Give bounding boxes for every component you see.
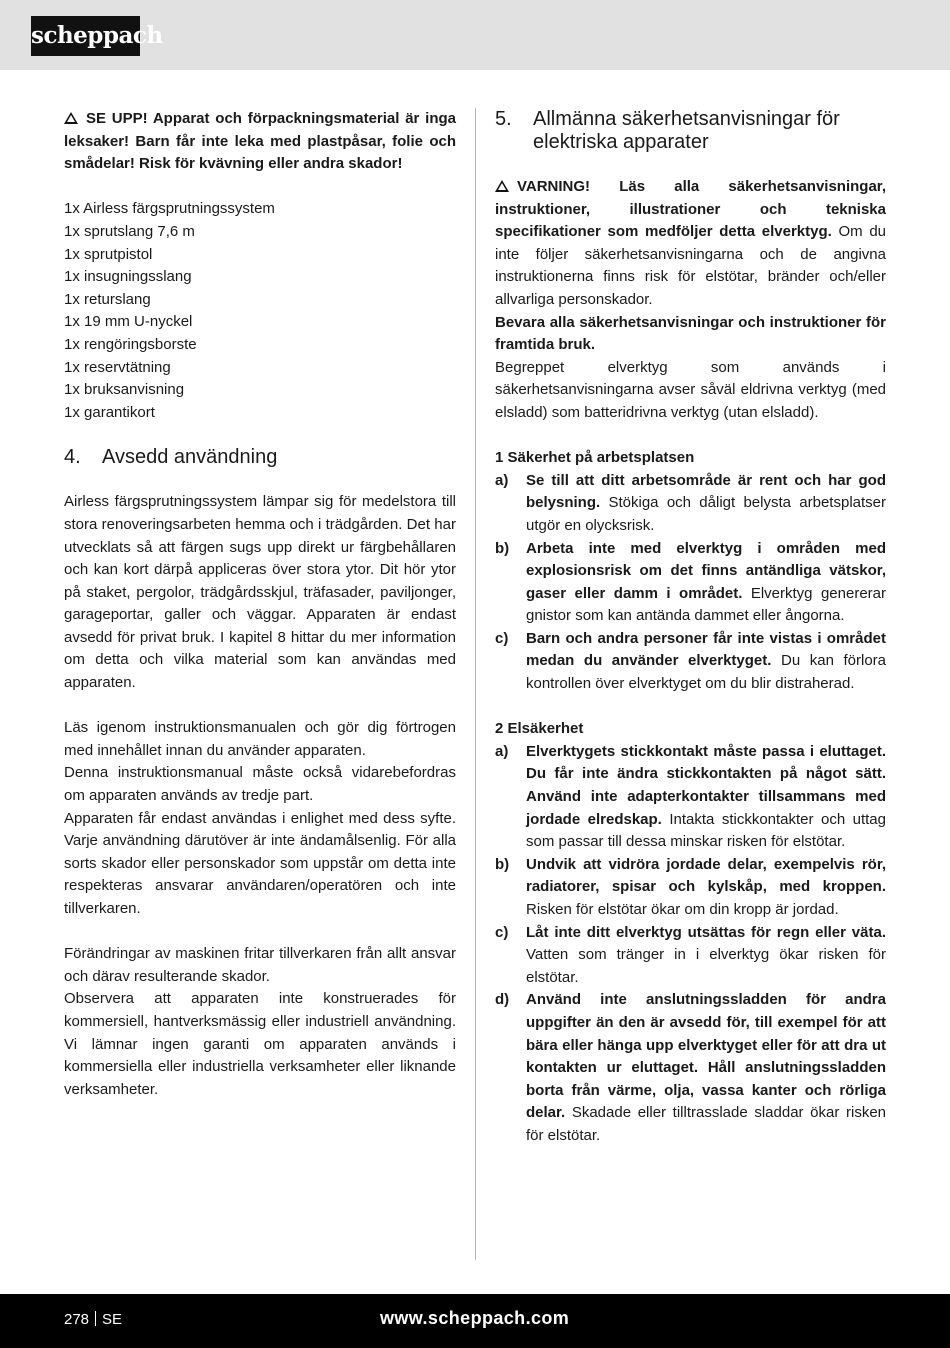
safety-item: a) Elverktygets stickkontakt måste passa i eluttaget. Du får inte ändra stickkontakten på något sätt. Använd inte adapterkontakter tillsammans med jordade elredskap. Intakta stickkontakter och uttag som passar till dessa minskar risken för elstötar. — [495, 742, 886, 851]
paragraph: Förändringar av maskinen fritar tillverkaren från allt ansvar och därav resulterande skador. — [64, 945, 456, 985]
scheppach-logo: scheppach — [31, 16, 140, 56]
term-paragraph: Begreppet elverktyg som används i säkerhetsanvisningarna avser såväl eldrivna verktyg (med elsladd) som batteridrivna verktyg (utan elsladd). — [495, 358, 886, 421]
left-column — [64, 108, 456, 1101]
subsection-heading: 1 Säkerhet på arbetsplatsen — [495, 449, 695, 467]
safety-item: a) Se till att ditt arbetsområde är rent och har god belysning. Stökiga och dåligt belysta arbetsplatser utgör en olycksrisk. — [495, 471, 886, 534]
list-item: 1x returslang — [64, 290, 151, 308]
keep-instructions: Bevara alla säkerhetsanvisningar och instruktioner för framtida bruk. — [495, 313, 886, 354]
paragraph: Apparaten får endast användas i enlighet med dess syfte. Varje användning därutöver är inte ändamålsenlig. För alla sorts skador eller personskador som uppstår om detta inte respekteras ansvarar användaren/operatören och inte tillverkaren. — [64, 809, 456, 917]
website-link[interactable]: www.scheppach.com — [380, 1308, 570, 1328]
right-column — [495, 108, 886, 1148]
list-item: 1x rengöringsborste — [64, 335, 197, 353]
paragraph: Observera att apparaten inte konstruerades för kommersiell, hantverksmässig eller industriell användning. Vi lämnar ingen garanti om apparaten används i kommersiella eller industriella verksamheter eller liknande verksamheter. — [64, 990, 456, 1098]
list-item: 1x sprutslang 7,6 m — [64, 222, 195, 240]
safety-item: c) Låt inte ditt elverktyg utsättas för regn eller väta. Vatten som tränger in i elverktyg ökar risken för elstötar. — [495, 923, 886, 986]
paragraph: Denna instruktionsmanual måste också vidarebefordras om apparaten används av tredje part. — [64, 764, 456, 805]
column-divider — [475, 108, 476, 1260]
warning-icon — [495, 180, 509, 192]
page-header — [0, 0, 950, 70]
section-5-heading: 5. Allmänna säkerhetsanvisningar för elektriska apparater — [495, 108, 840, 153]
section-4-heading: 4. Avsedd användning — [64, 446, 278, 469]
safety-item: b) Undvik att vidröra jordade delar, exempelvis rör, radiatorer, spisar och kylskåp, med kroppen. Risken för elstötar ökar om din kropp är jordad. — [495, 855, 886, 918]
warning-icon — [64, 112, 78, 124]
page-number: 278 SE — [64, 1311, 123, 1328]
safety-item: b) Arbeta inte med elverktyg i områden med explosionsrisk om det finns antändliga vätskor, gaser eller damm i området. Elverktyg genererar gnistor som kan antända dammet eller ångorna. — [495, 539, 886, 625]
paragraph: Läs igenom instruktionsmanualen och gör dig förtrogen med innehållet innan du använder apparaten. — [64, 719, 456, 759]
warning-paragraph: SE UPP! Apparat och förpackningsmaterial är inga leksaker! Barn får inte leka med plastpåsar, folie och smådelar! Risk för kvävning eller andra skador! — [64, 110, 456, 173]
list-item: 1x Airless färgsprutningssystem — [64, 200, 275, 218]
list-item: 1x bruksanvisning — [64, 381, 185, 399]
list-item: 1x reservtätning — [64, 358, 171, 376]
page-footer — [0, 1294, 950, 1348]
scope-of-delivery-list — [64, 198, 456, 424]
warning-paragraph: VARNING! Läs alla säkerhetsanvisningar, instruktioner, illustrationer och tekniska specifikationer som medföljer detta elverktyg. Om du inte följer säkerhetsanvisningarna och de angivna instruktionerna finns risk för elstötar, bränder och/eller allvarliga personskador. — [495, 178, 887, 308]
safety-item: d) Använd inte anslutningssladden för andra uppgifter än den är avsedd för, till exempel för att bära eller hänga upp elverktyget eller för att dra ut kontakten ur eluttaget. Håll anslutningssladden borta från värme, olja, vassa kanter och rörliga delar. Skadade eller tilltrasslade sladdar ökar risken för elstötar. — [495, 991, 886, 1144]
list-item: 1x 19 mm U-nyckel — [64, 313, 193, 331]
list-item: 1x garantikort — [64, 403, 155, 421]
list-item: 1x sprutpistol — [64, 245, 153, 263]
intended-use-paragraph: Airless färgsprutningssystem lämpar sig för medelstora till stora renoveringsarbeten hemma och i trädgården. Det har utvecklats så att färgen sugs upp direkt ur färgbehållaren och kan kort därpå appliceras över stora ytor. Dit hör ytor på staket, pergolor, trädgårdsskjul, träfasader, paviljonger, garageportar, galler och väggar. Apparaten är endast avsedd för privat bruk. I kapitel 8 hittar du mer information om detta och vilka material som kan användas med apparaten. — [64, 493, 456, 692]
safety-item: c) Barn och andra personer får inte vistas i området medan du använder elverktyget. Du kan förlora kontrollen över elverktyget om du blir distraherad. — [495, 629, 886, 693]
subsection-heading: 2 Elsäkerhet — [495, 720, 584, 738]
list-item: 1x insugningsslang — [64, 268, 192, 286]
